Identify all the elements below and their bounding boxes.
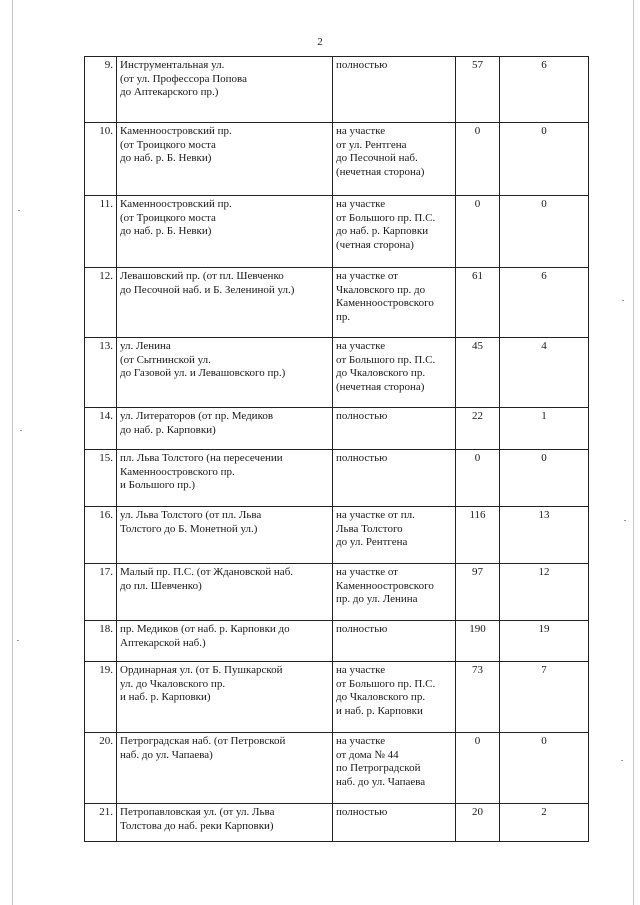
segment-cell [333, 507, 456, 564]
segment-line: от Большого пр. П.С. [336, 353, 436, 366]
street-name-line: Ординарная ул. (от Б. Пушкарской [120, 664, 283, 676]
count-b: 0 [500, 196, 589, 268]
count-b: 0 [500, 450, 589, 507]
row-number: 12. [85, 268, 117, 338]
table-row [85, 196, 589, 268]
street-name-cell [117, 621, 333, 662]
street-name-line: до наб. р. Карповки) [120, 423, 216, 436]
segment-line: до Чкаловского пр. [336, 367, 426, 379]
table-row [85, 804, 589, 842]
count-a: 0 [456, 196, 500, 268]
street-name-line: до Песочной наб. и Б. Зелениной ул.) [120, 283, 295, 296]
street-name-line: и наб. р. Карповки) [120, 691, 211, 703]
row-number: 9. [85, 57, 117, 123]
segment-line: на участке [336, 198, 386, 210]
street-name-cell [117, 507, 333, 564]
segment-cell [333, 408, 456, 450]
segment-line: пр. [336, 310, 351, 323]
segment-cell [333, 196, 456, 268]
count-b: 7 [500, 662, 589, 733]
count-b: 0 [500, 123, 589, 196]
segment-line: на участке [336, 664, 386, 676]
segment-line: (нечетная сторона) [336, 165, 425, 178]
street-name-line: пр. Медиков (от наб. р. Карповки до [120, 623, 290, 635]
count-b: 4 [500, 338, 589, 408]
segment-line: на участке [336, 735, 386, 747]
street-name-line: ул. Льва Толстого (от пл. Льва [120, 509, 262, 521]
street-name-line: Толстого до Б. Монетной ул.) [120, 522, 258, 535]
street-name-line: Петропавловская ул. (от ул. Льва [120, 806, 275, 818]
street-name-line: (от Сытнинской ул. [120, 353, 211, 366]
segment-line: и наб. р. Карповки [336, 704, 423, 717]
scan-edge-left [12, 0, 13, 905]
street-name-line: Аптекарской наб.) [120, 636, 206, 649]
segment-line: наб. до ул. Чапаева [336, 775, 426, 788]
table-row [85, 450, 589, 507]
row-number: 18. [85, 621, 117, 662]
segment-line: на участке [336, 340, 386, 352]
street-name-cell [117, 123, 333, 196]
segment-cell [333, 733, 456, 804]
segment-line: на участке от [336, 566, 398, 578]
scan-speck [621, 760, 623, 761]
streets-table [84, 56, 589, 842]
street-name-cell [117, 450, 333, 507]
street-name-line: Малый пр. П.С. (от Ждановской наб. [120, 566, 294, 578]
segment-line: от Большого пр. П.С. [336, 677, 436, 690]
segment-line: по Петроградской [336, 762, 421, 774]
street-name-cell [117, 338, 333, 408]
segment-cell [333, 662, 456, 733]
segment-line: от Большого пр. П.С. [336, 211, 436, 224]
table-row [85, 408, 589, 450]
street-name-line: (от ул. Профессора Попова [120, 72, 247, 85]
count-a: 22 [456, 408, 500, 450]
street-name-line: (от Троицкого моста [120, 138, 216, 151]
table-row [85, 268, 589, 338]
row-number: 14. [85, 408, 117, 450]
street-name-line: и Большого пр.) [120, 479, 196, 491]
count-b: 6 [500, 57, 589, 123]
table-row [85, 57, 589, 123]
segment-line: полностью [336, 806, 388, 818]
count-a: 73 [456, 662, 500, 733]
count-a: 97 [456, 564, 500, 621]
scan-speck [17, 640, 19, 641]
table-row [85, 564, 589, 621]
count-a: 61 [456, 268, 500, 338]
segment-cell [333, 338, 456, 408]
row-number: 13. [85, 338, 117, 408]
street-name-cell [117, 733, 333, 804]
segment-line: на участке от [336, 270, 398, 282]
row-number: 20. [85, 733, 117, 804]
street-name-line: ул. до Чкаловского пр. [120, 677, 226, 690]
row-number: 21. [85, 804, 117, 842]
count-b: 6 [500, 268, 589, 338]
count-a: 20 [456, 804, 500, 842]
table-row [85, 621, 589, 662]
count-a: 0 [456, 450, 500, 507]
scan-edge-right [633, 0, 634, 905]
segment-line: на участке [336, 125, 386, 137]
count-b: 1 [500, 408, 589, 450]
street-name-cell [117, 268, 333, 338]
segment-line: Чкаловского пр. до [336, 283, 426, 296]
street-name-line: Левашовский пр. (от пл. Шевченко [120, 270, 284, 282]
segment-line: до Чкаловского пр. [336, 691, 426, 703]
count-b: 12 [500, 564, 589, 621]
segment-line: до наб. р. Карповки [336, 225, 429, 237]
table-row [85, 123, 589, 196]
streets-table-body [85, 57, 589, 842]
scan-speck [20, 430, 22, 431]
segment-line: Льва Толстого [336, 522, 403, 535]
segment-cell [333, 123, 456, 196]
segment-line: полностью [336, 59, 388, 71]
segment-cell [333, 57, 456, 123]
street-name-cell [117, 662, 333, 733]
segment-line: (четная сторона) [336, 238, 414, 251]
count-a: 45 [456, 338, 500, 408]
segment-line: от ул. Рентгена [336, 138, 407, 151]
segment-line: пр. до ул. Ленина [336, 593, 418, 605]
segment-line: Каменноостровского [336, 297, 434, 309]
street-name-cell [117, 57, 333, 123]
scan-speck [622, 300, 624, 301]
street-name-line: до наб. р. Б. Невки) [120, 225, 212, 237]
segment-cell [333, 450, 456, 507]
street-name-line: до наб. р. Б. Невки) [120, 152, 212, 164]
segment-line: до ул. Рентгена [336, 536, 408, 548]
street-name-line: до Аптекарского пр.) [120, 86, 219, 98]
segment-line: полностью [336, 410, 388, 422]
street-name-line: до Газовой ул. и Левашовского пр.) [120, 367, 286, 379]
row-number: 15. [85, 450, 117, 507]
count-a: 57 [456, 57, 500, 123]
segment-line: до Песочной наб. [336, 152, 418, 164]
street-name-cell [117, 196, 333, 268]
row-number: 19. [85, 662, 117, 733]
segment-cell [333, 564, 456, 621]
street-name-line: Каменноостровского пр. [120, 465, 235, 478]
segment-cell [333, 804, 456, 842]
segment-line: полностью [336, 623, 388, 635]
count-a: 190 [456, 621, 500, 662]
segment-cell [333, 268, 456, 338]
street-name-line: наб. до ул. Чапаева) [120, 748, 213, 761]
count-a: 0 [456, 123, 500, 196]
row-number: 11. [85, 196, 117, 268]
segment-line: от дома № 44 [336, 748, 399, 761]
row-number: 16. [85, 507, 117, 564]
street-name-line: Каменноостровский пр. [120, 198, 232, 210]
street-name-line: до пл. Шевченко) [120, 579, 202, 592]
segment-line: Каменноостровского [336, 579, 434, 592]
table-row [85, 662, 589, 733]
table-row [85, 507, 589, 564]
count-b: 2 [500, 804, 589, 842]
street-name-line: пл. Льва Толстого (на пересечении [120, 452, 283, 464]
street-name-line: (от Троицкого моста [120, 211, 216, 224]
street-name-line: Толстова до наб. реки Карповки) [120, 819, 274, 832]
segment-line: (нечетная сторона) [336, 380, 425, 393]
street-name-line: Петроградская наб. (от Петровской [120, 735, 286, 747]
count-a: 116 [456, 507, 500, 564]
count-b: 19 [500, 621, 589, 662]
street-name-line: ул. Литераторов (от пр. Медиков [120, 410, 274, 422]
table-row [85, 338, 589, 408]
street-name-cell [117, 804, 333, 842]
row-number: 10. [85, 123, 117, 196]
scan-speck [18, 210, 20, 211]
segment-cell [333, 621, 456, 662]
row-number: 17. [85, 564, 117, 621]
page-number: 2 [317, 36, 323, 48]
street-name-line: ул. Ленина [120, 340, 171, 352]
street-name-line: Инструментальная ул. [120, 59, 225, 71]
count-b: 13 [500, 507, 589, 564]
count-a: 0 [456, 733, 500, 804]
street-name-cell [117, 564, 333, 621]
table-row [85, 733, 589, 804]
segment-line: полностью [336, 452, 388, 464]
street-name-line: Каменноостровский пр. [120, 125, 232, 137]
segment-line: на участке от пл. [336, 509, 415, 521]
street-name-cell [117, 408, 333, 450]
scan-speck [624, 520, 626, 521]
count-b: 0 [500, 733, 589, 804]
